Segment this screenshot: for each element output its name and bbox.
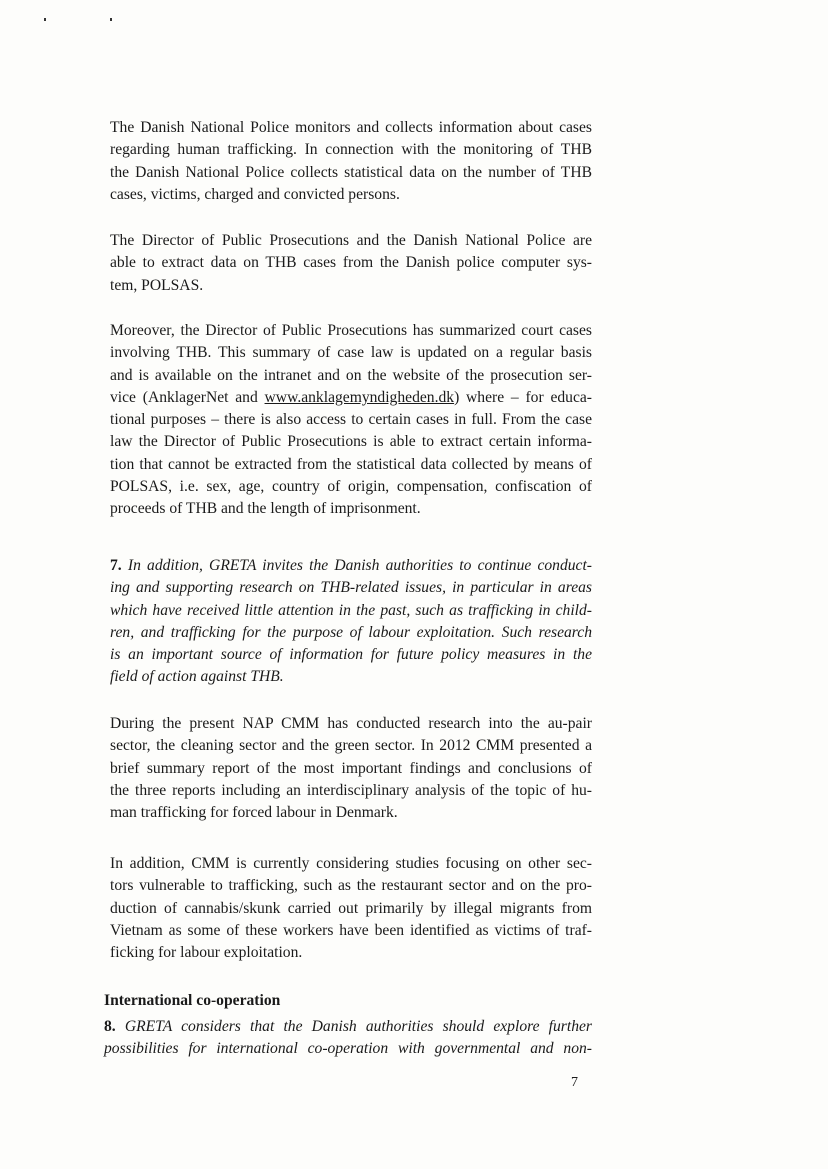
text-line: the Danish National Police collects statistical data on the number of THB <box>110 163 592 181</box>
paragraph-polsas <box>110 230 592 297</box>
text-line: ing and supporting research on THB-related issues, in particular in areas <box>110 579 592 597</box>
recommendation-number: 7. <box>110 557 122 574</box>
text-line: tors vulnerable to trafficking, such as the restaurant sector and on the pro- <box>110 877 592 895</box>
text-line: POLSAS, i.e. sex, age, country of origin, compensation, confiscation of <box>110 478 592 496</box>
text-line: sector, the cleaning sector and the green sector. In 2012 CMM presented a <box>110 737 592 755</box>
prosecution-website-link[interactable]: www.anklagemyndigheden.dk <box>264 388 455 406</box>
paragraph-greta-recommendation-7 <box>110 555 592 689</box>
text-line: able to extract data on THB cases from the Danish police computer sys- <box>110 254 592 272</box>
text-line-with-link <box>110 387 592 409</box>
scan-mark-right <box>110 18 112 21</box>
link-line-after: ) where – for educa- <box>454 388 592 406</box>
page-number: 7 <box>571 1075 578 1090</box>
text-line: involving THB. This summary of case law is updated on a regular basis <box>110 344 592 362</box>
text-line: proceeds of THB and the length of imprisonment. <box>110 500 421 518</box>
text-line: tion that cannot be extracted from the statistical data collected by means of <box>110 455 592 473</box>
text-line: tional purposes – there is also access to certain cases in full. From the case <box>110 411 592 429</box>
text-line: which have received little attention in the past, such as trafficking in child- <box>110 601 592 619</box>
text-line: During the present NAP CMM has conducted research into the au-pair <box>110 715 592 732</box>
paragraph-greta-recommendation-8 <box>104 1016 592 1061</box>
text-line: tem, POLSAS. <box>110 276 204 294</box>
text-line: is an important source of information for future policy measures in the <box>110 646 592 664</box>
text-line: Vietnam as some of these workers have been identified as victims of traf- <box>110 921 592 939</box>
paragraph-police-monitoring <box>110 117 592 206</box>
paragraph-cmm-research <box>110 713 592 824</box>
paragraph-cmm-studies <box>110 853 592 964</box>
text-line: cases, victims, charged and convicted persons. <box>110 185 400 203</box>
text-line: In addition, CMM is currently considering studies focusing on other sec- <box>110 855 592 872</box>
recommendation-number: 8. <box>104 1018 116 1035</box>
text-line: law the Director of Public Prosecutions is able to extract certain informa- <box>110 433 592 451</box>
text-line: brief summary report of the most important findings and conclusions of <box>110 759 592 777</box>
section-heading: International co-operation <box>104 992 281 1009</box>
text-line: ren, and trafficking for the purpose of labour exploitation. Such research <box>110 623 592 641</box>
text-line: ficking for labour exploitation. <box>110 944 303 962</box>
text-line: possibilities for international co-operation with governmental and non- <box>104 1040 592 1058</box>
text-line: and is available on the intranet and on the website of the prosecution ser- <box>110 366 592 384</box>
text-line: 8. GRETA considers that the Danish authorities should explore further <box>104 1018 592 1035</box>
text-line: regarding human trafficking. In connection with the monitoring of THB <box>110 141 592 159</box>
link-line-before: vice (AnklagerNet and <box>110 388 265 406</box>
text-line: 7. In addition, GRETA invites the Danish authorities to continue conduct- <box>110 557 592 574</box>
scan-mark-left <box>44 18 46 21</box>
paragraph-case-law <box>110 320 592 521</box>
text-line: man trafficking for forced labour in Denmark. <box>110 804 398 822</box>
text-line: The Danish National Police monitors and collects information about cases <box>110 119 592 136</box>
text-line: Moreover, the Director of Public Prosecutions has summarized court cases <box>110 322 592 339</box>
text-line: The Director of Public Prosecutions and the Danish National Police are <box>110 232 592 249</box>
text-line: the three reports including an interdisciplinary analysis of the topic of hu- <box>110 781 592 799</box>
text-line: field of action against THB. <box>110 668 284 686</box>
text-line: duction of cannabis/skunk carried out primarily by illegal migrants from <box>110 899 592 917</box>
